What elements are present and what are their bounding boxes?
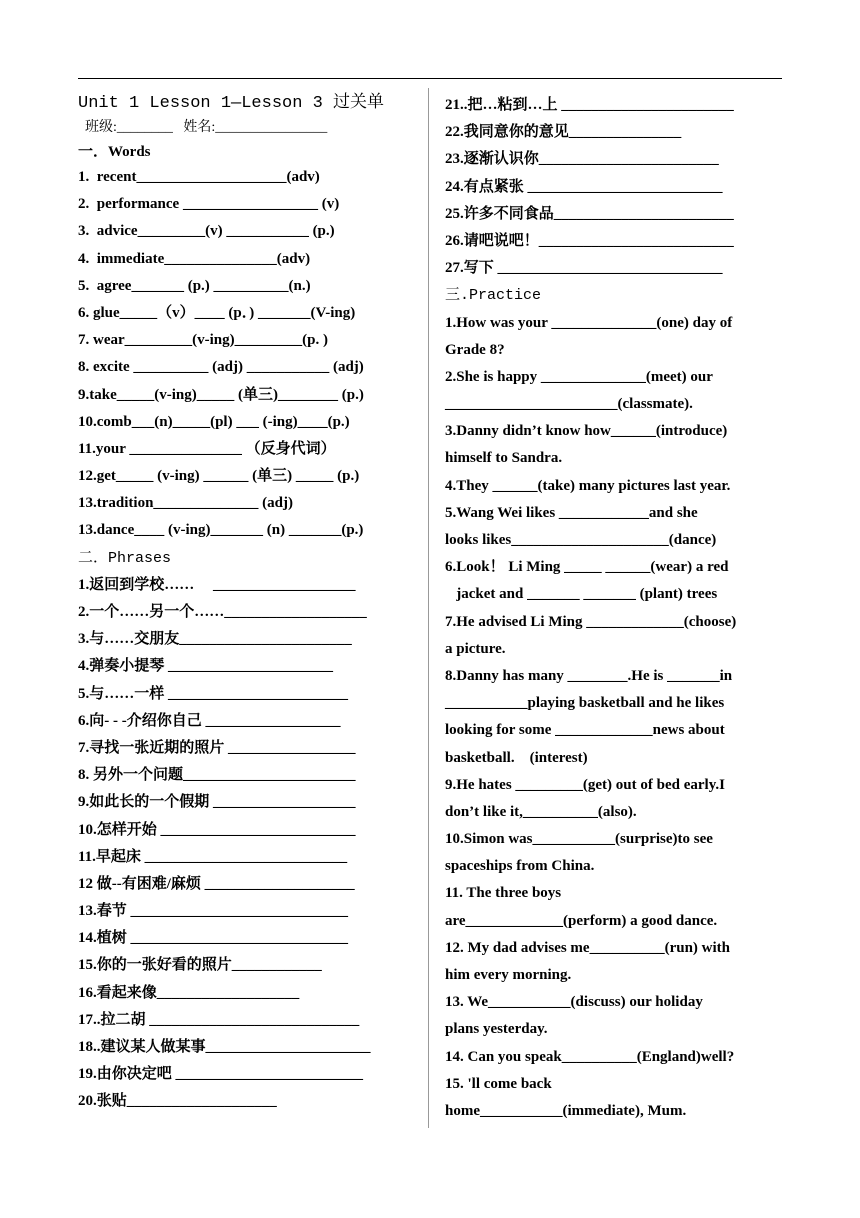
phrase-item: 4.弹奏小提琴 ______________________: [78, 658, 334, 675]
phrase-item: 21..把…粘到…上 _______________________: [445, 97, 734, 113]
practice-line: basketball. (interest): [445, 749, 588, 766]
practice-line: 15. 'll come back: [445, 1075, 552, 1092]
phrase-item: 14.植树 _____________________________: [78, 930, 349, 947]
practice-line: home___________(immediate), Mum.: [445, 1102, 687, 1119]
phrases-list: [78, 572, 418, 1116]
phrase-item: 7.寻找一张近期的照片 _________________: [78, 739, 356, 756]
word-item: 3. advice_________(v) ___________ (p.): [78, 223, 335, 240]
practice-line: 12. My dad advises me__________(run) with: [445, 939, 731, 956]
phrase-item: 12 做--有困难/麻烦 ____________________: [78, 875, 355, 892]
phrase-item: 27.写下 ______________________________: [445, 260, 723, 277]
practice-line: jacket and _______ _______ (plant) trees: [445, 586, 718, 603]
phrase-item: 17..拉二胡 ____________________________: [78, 1011, 360, 1028]
word-item: 7. wear_________(v-ing)_________(p. ): [78, 332, 328, 349]
practice-line: 3.Danny didn’t know how______(introduce): [445, 423, 728, 440]
phrase-item: 11.早起床 ___________________________: [78, 848, 348, 865]
practice-line: Grade 8?: [445, 341, 505, 358]
phrase-item: 26.请吧说吧！__________________________: [445, 232, 734, 249]
phrase-item: 1.返回到学校…… ___________________: [78, 576, 356, 593]
phrase-item: 16.看起来像___________________: [78, 984, 300, 1001]
top-rule: [78, 78, 782, 79]
practice-line: looks likes_____________________(dance): [445, 532, 717, 548]
phrase-item: 2.一个……另一个……___________________: [78, 604, 367, 620]
phrase-item: 10.怎样开始 __________________________: [78, 821, 356, 838]
practice-line: 7.He advised Li Ming _____________(choose): [445, 613, 737, 630]
practice-line: 2.She is happy ______________(meet) our: [445, 368, 713, 385]
left-column: [78, 92, 418, 1116]
practice-line: are_____________(perform) a good dance.: [445, 912, 718, 929]
word-item: 2. performance __________________ (v): [78, 196, 340, 213]
practice-line: looking for some _____________news about: [445, 722, 725, 739]
practice-line: 6.Look！ Li Ming _____ ______(wear) a red: [445, 559, 729, 576]
class-name-line: 班级:________ 姓名:________________: [78, 120, 328, 135]
practice-line: don’t like it,__________(also).: [445, 803, 637, 820]
practice-line: _______________________(classmate).: [445, 396, 693, 413]
phrase-item: 3.与……交朋友_______________________: [78, 631, 352, 648]
practice-line: spaceships from China.: [445, 858, 595, 875]
phrase-item: 23.逐渐认识你________________________: [445, 151, 719, 168]
phrase-item: 20.张贴____________________: [78, 1093, 277, 1110]
word-item: 4. immediate_______________(adv): [78, 250, 311, 267]
word-item: 11.your _______________ （反身代词）: [78, 440, 336, 457]
practice-line: 8.Danny has many ________.He is _______in: [445, 667, 733, 684]
worksheet-title: Unit 1 Lesson 1—Lesson 3 过关单: [78, 94, 385, 113]
phrase-item: 15.你的一张好看的照片____________: [78, 957, 322, 974]
practice-line: himself to Sandra.: [445, 450, 563, 467]
practice-line: 13. We___________(discuss) our holiday: [445, 994, 703, 1011]
words-heading: 一．Words: [78, 144, 151, 160]
practice-line: a picture.: [445, 640, 506, 657]
practice-line: 11. The three boys: [445, 885, 562, 902]
phrase-item: 5.与……一样 ________________________: [78, 685, 349, 702]
words-list: [78, 164, 418, 545]
practice-line: him every morning.: [445, 967, 572, 983]
word-item: 6. glue_____（v）____ (p．) _______(V-ing): [78, 304, 356, 321]
word-item: 10.comb___(n)_____(pl) ___ (-ing)____(p.): [78, 413, 350, 430]
word-item: 13.dance____ (v-ing)_______ (n) _______(p.): [78, 522, 364, 539]
right-column: [445, 92, 790, 1125]
phrase-item: 13.春节 _____________________________: [78, 903, 349, 920]
word-item: 9.take_____(v-ing)_____ (单三)________ (p.): [78, 386, 364, 403]
column-divider: [428, 88, 429, 1128]
practice-line: 5.Wang Wei likes ____________and she: [445, 504, 698, 521]
phrases-heading: 二．Phrases: [78, 549, 172, 567]
phrases-continued-list: [445, 92, 790, 282]
phrase-item: 8. 另外一个问题_______________________: [78, 767, 356, 784]
phrase-item: 24.有点紧张 __________________________: [445, 178, 723, 195]
practice-line: 14. Can you speak__________(England)well?: [445, 1048, 735, 1065]
word-item: 12.get_____ (v-ing) ______ (单三) _____ (p.): [78, 468, 360, 485]
practice-list: [445, 310, 790, 1126]
practice-line: 1.How was your ______________(one) day of: [445, 314, 733, 331]
practice-line: plans yesterday.: [445, 1021, 548, 1038]
word-item: 5. agree_______ (p.) __________(n.): [78, 277, 311, 294]
practice-line: 9.He hates _________(get) out of bed early.I: [445, 776, 725, 793]
practice-line: 4.They ______(take) many pictures last year.: [445, 477, 731, 494]
word-item: 13.tradition______________ (adj): [78, 495, 293, 512]
practice-line: ___________playing basketball and he likes: [445, 695, 725, 712]
word-item: 1. recent____________________(adv): [78, 169, 320, 185]
phrase-item: 25.许多不同食品________________________: [445, 205, 734, 222]
practice-line: 10.Simon was___________(surprise)to see: [445, 831, 713, 848]
practice-heading: 三.Practice: [445, 287, 542, 305]
phrase-item: 18..建议某人做某事______________________: [78, 1039, 371, 1055]
phrase-item: 9.如此长的一个假期 ___________________: [78, 794, 356, 811]
phrase-item: 6.向- - -介绍你自己 __________________: [78, 712, 341, 729]
phrase-item: 22.我同意你的意见_______________: [445, 124, 682, 141]
word-item: 8. excite __________ (adj) ___________ (adj): [78, 359, 364, 376]
phrase-item: 19.由你决定吧 _________________________: [78, 1066, 364, 1083]
